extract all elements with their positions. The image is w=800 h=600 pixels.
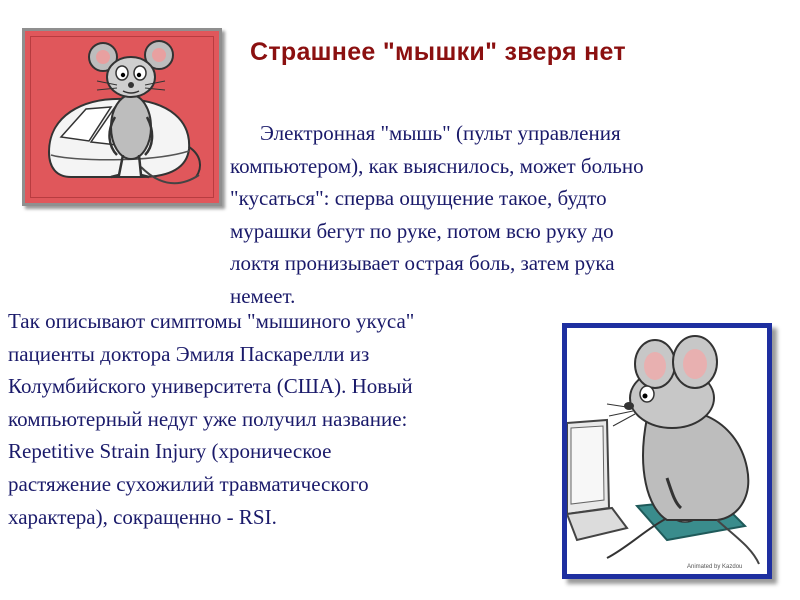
text-line: пациенты доктора Эмиля Паскарелли из xyxy=(8,341,370,366)
cartoon-mouse-icon xyxy=(31,37,213,197)
image-credit: Animated by Kazdou xyxy=(687,564,743,570)
text-line: Электронная "мышь" (пульт управления xyxy=(260,121,621,145)
text-line: "кусаться": сперва ощущение такое, будто xyxy=(230,186,607,211)
mouse-at-computer-picture xyxy=(562,323,772,579)
text-line: характера), сокращенно - RSI. xyxy=(8,504,277,529)
text-line: растяжение сухожилий травматического xyxy=(8,471,369,496)
cartoon-mouse-computer-icon xyxy=(567,328,767,574)
slide-title: Страшнее "мышки" зверя нет xyxy=(250,38,626,66)
paragraph-mouse-bite xyxy=(230,117,750,313)
text-line: локтя пронизывает острая боль, затем рука xyxy=(230,251,615,276)
text-line: Repetitive Strain Injury (хроническое xyxy=(8,439,332,464)
text-line: компьютером), как выяснилось, может больно xyxy=(230,153,644,178)
paragraph-rsi-description xyxy=(8,305,553,533)
mouse-on-computer-mouse-picture xyxy=(22,28,222,206)
text-line: немеет. xyxy=(230,283,296,308)
text-line: мурашки бегут по руке, потом всю руку до xyxy=(230,218,614,243)
text-line: Так описывают симптомы "мышиного укуса" xyxy=(8,309,415,333)
text-line: Колумбийского университета (США). Новый xyxy=(8,374,413,399)
text-line: компьютерный недуг уже получил название: xyxy=(8,406,408,431)
